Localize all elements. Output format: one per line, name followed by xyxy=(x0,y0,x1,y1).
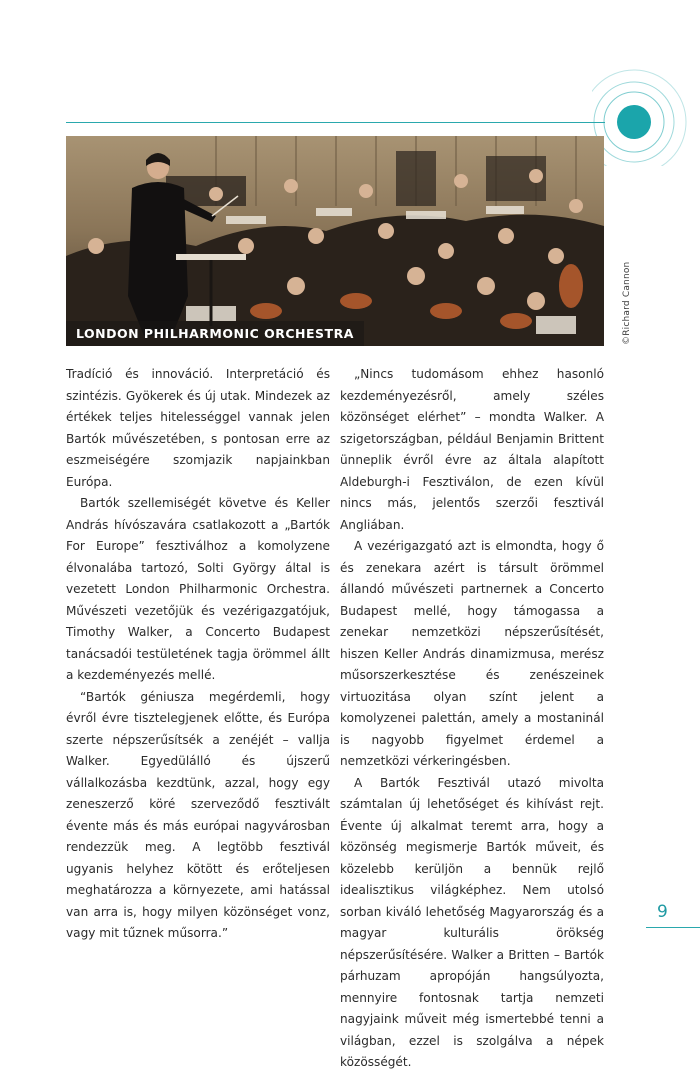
top-rule xyxy=(66,122,605,123)
paragraph: „Nincs tudomásom ehhez hasonló kezdeményezésről, amely széles közönséget elérhet” – mondta Walker. A szigetországban, például Benjamin Brittent ünneplik évről évre az általa alapított Aldeburgh-i Fesztiválon, de ezen kívül nincs más, jelentős szerzői fesztivál Angliában. xyxy=(340,367,604,532)
decorative-circles xyxy=(592,56,700,166)
photo-credit: ©Richard Cannon xyxy=(622,261,632,345)
page-number: 9 xyxy=(657,902,668,922)
orchestra-photo xyxy=(66,136,604,346)
left-column xyxy=(66,364,330,945)
right-column xyxy=(340,364,604,1074)
paragraph: A Bartók Fesztivál utazó mivolta számtalan új lehetőséget és kihívást rejt. Évente új alkalmat teremt arra, hogy a közönség megismerje Bartók műveit, és közelebb kerüljön a bennük rejlő idealisztikus világképhez. Nem utolsó sorban kiváló lehetőség Magyarország és a magyar kulturális örökség népszerűsítésére. Walker a Britten – Bartók párhuzam apropóján hangsúlyozta, mennyire fontosnak tartja nemzeti nagyjaink műveit még ismertebbé tenni a világban, ezzel is szolgálva a népek közösségét. xyxy=(340,775,604,1069)
paragraph: “Bartók géniusza megérdemli, hogy évről évre tisztelegjenek előtte, és Európa szerte népszerűsítsék a zenéjét – vallja Walker. Egyedülálló és újszerű vállalkozásba kezdtünk, azzal, hogy egy zeneszerző köré szerveződő fesztivált évente más és más európai nagyvárosban rendezzük meg. A legtöbb fesztivál ugyanis helyhez kötött és erőteljesen meghatározza a környezete, ami hatással van arra is, hogy milyen közönséget vonz, vagy mit tűznek műsorra.” xyxy=(66,689,330,940)
paragraph: Tradíció és innováció. Interpretáció és szintézis. Gyökerek és új utak. Mindezek az értékek teljes hitelességgel vannak jelen Bartók művészetében, s pontosan erre az eszmeiségére szomjazik napjainkban Európa. xyxy=(66,367,330,489)
paragraph: A vezérigazgató azt is elmondta, hogy ő és zenekara azért is társult örömmel állandó művészeti partnernek a Concerto Budapest mellé, hogy támogassa a zenekar nemzetközi népszerűsítését, hiszen Keller András dinamizmusa, merész műsorszerkesztése és zenészeinek virtuozitása olyan színt jelent a komolyzenei palettán, amely a mostaninál is nagyobb figyelmet érdemel a nemzetközi vérkeringésben. xyxy=(340,539,604,768)
paragraph: Bartók szellemiségét követve és Keller András hívószavára csatlakozott a „Bartók For Europe” fesztiválhoz a komolyzene élvonalába tartozó, Solti György által is vezetett London Philharmonic Orchestra. Művészeti vezetőjük és vezérigazgatójuk, Timothy Walker, a Concerto Budapest tanácsadói testületének tagja örömmel állt a kezdeményezés mellé. xyxy=(66,496,330,682)
orchestra-illustration xyxy=(66,136,604,346)
bottom-rule xyxy=(646,927,700,928)
photo-caption: LONDON PHILHARMONIC ORCHESTRA xyxy=(66,321,364,346)
